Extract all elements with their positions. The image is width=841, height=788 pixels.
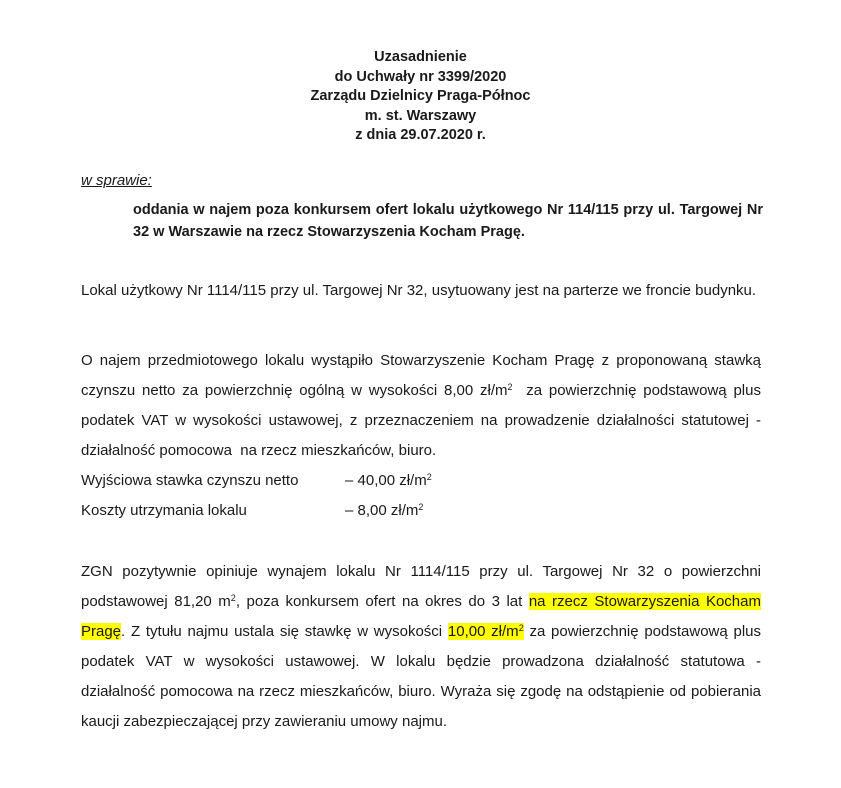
header-city: m. st. Warszawy — [364, 107, 477, 124]
superscript: 2 — [418, 502, 424, 512]
highlight-rate-value: 10,00 zł/m — [447, 623, 519, 640]
paragraph-application — [81, 346, 766, 466]
paragraph-application-part1: O najem przedmiotowego lokalu wystąpiło Stowarzyszenie Kocham Pragę z proponowaną stawką czynszu netto za powierzchnię ogólną w wysokości 8,00 zł/m — [81, 352, 761, 399]
header-resolution-number: do Uchwały nr 3399/2020 — [334, 68, 507, 85]
paragraph-application-part2: za powierzchnię podstawową plus podatek VAT w wysokości ustawowej, z przeznaczeniem na prowadzenie działalności statutowej - działalność pomocowa na rzecz mieszkańców, biuro. — [81, 382, 766, 459]
paragraph-premises: Lokal użytkowy Nr 1114/115 przy ul. Targowej Nr 32, usytuowany jest na parterze we froncie budynku. — [81, 282, 757, 299]
header-board: Zarządu Dzielnicy Praga-Północ — [310, 88, 531, 104]
paragraph-opinion — [81, 557, 766, 737]
paragraph-opinion-part3: . Z tytułu najmu ustala się stawkę w wysokości — [121, 623, 448, 640]
rate-label: Koszty utrzymania lokalu — [81, 502, 247, 519]
highlight-rate — [448, 623, 524, 640]
superscript: 2 — [426, 472, 432, 482]
header-title: Uzasadnienie — [374, 49, 467, 65]
rate-row-maintenance — [81, 496, 423, 526]
rate-row-initial — [81, 466, 432, 496]
document-header — [0, 48, 841, 146]
paragraph-opinion-part1: ZGN pozytywnie opiniuje wynajem lokalu Nr 1114/115 przy ul. Targowej Nr 32 o powierzchni podstawowej 81,20 m — [81, 563, 761, 610]
paragraph-opinion-part2: , poza konkursem ofert na okres do 3 lat — [235, 593, 529, 610]
rate-label: Wyjściowa stawka czynszu netto — [81, 472, 299, 489]
superscript: 2 — [230, 593, 236, 603]
w-sprawie-label: w sprawie: — [81, 172, 152, 189]
subject-text: oddania w najem poza konkursem ofert lokalu użytkowego Nr 114/115 przy ul. Targowej Nr 32 w Warszawie na rzecz Stowarzyszenia Kocham Pragę. — [133, 202, 763, 240]
paragraph-opinion-part4: za powierzchnię podstawową plus podatek VAT w wysokości ustawowej. W lokalu będzie prowadzona działalność statutowa - działalność pomocowa na rzecz mieszkańców, biuro. Wyraża się zgodę na odstąpienie od pobierania kaucji zabezpieczającej przy zawieraniu umowy najmu. — [81, 623, 766, 730]
rate-value: – 8,00 zł/m — [345, 502, 419, 519]
superscript: 2 — [507, 382, 513, 392]
rate-value: – 40,00 zł/m — [345, 472, 427, 489]
header-date: z dnia 29.07.2020 r. — [355, 127, 486, 143]
superscript: 2 — [518, 623, 524, 633]
highlight-tenant: na rzecz Stowarzyszenia Kocham Pragę — [81, 593, 761, 640]
